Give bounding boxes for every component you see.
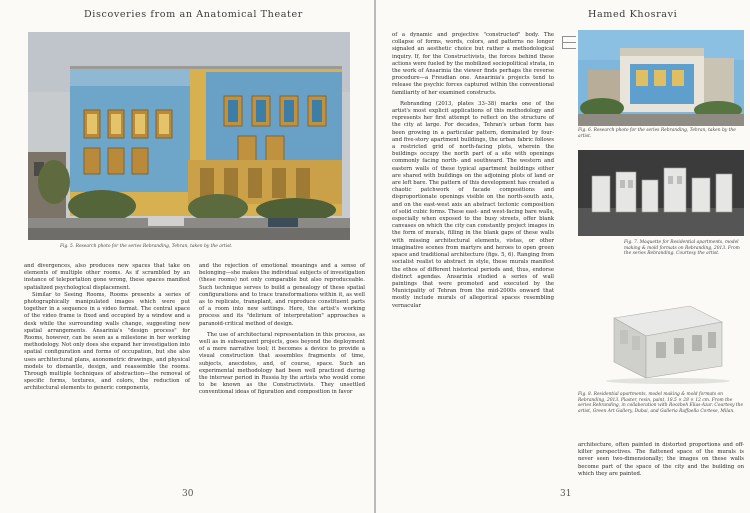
paragraph: and the rejection of emotional meanings and a sense of belonging—she makes the individual subjects of investigation (these rooms) not only comparable but also reproduceable. Such technique serves to build a genealogy of these spatial configurations and to trace transformations within it, as well as to replicate, transplant, and reproduce constituent parts of a room into new settings. Here, the artist's working process and its "delirium of interpretation" approaches a paranoid-critical method of design. (199, 263, 365, 327)
figure-7-maquette-photo (578, 150, 744, 236)
maquette-photo-illustration (578, 150, 744, 236)
figure-8-caption: Fig. 8. Residential apartments, model making & mold formats on Rebranding, 2013. Plaster, resin, paint, 18.5 × 28 × 12 cm. From the series Rebranding, in collaboration with Roozbeh Elias-Azar. Courtesy the artist, Green Art Gallery, Dubai, and Galleria Raffaella Cortese, Milan. (578, 392, 744, 414)
right-page (376, 0, 750, 513)
figure-5-caption: Fig. 5. Research photo for the series Rebranding, Tehran, taken by the artist. (60, 244, 233, 249)
building-photo-illustration (578, 30, 744, 126)
page-edge-marks (562, 30, 576, 500)
left-column-2 (199, 263, 365, 397)
paragraph: Similar to Seeing Rooms, Rooms presents a series of photographically manipulated images which were put together in a sequence in a video format. The central space of the video frame is fixed and occupied by a window and a desk while the surrounding walls change, suggesting new spatial arrangements. Ansarinia's "design process" for Rooms, however, can be seen as a milestone in her working methodology. Not only does she expand her investigation into spatial configuration and forms of occupation, but she also uses architectural plans, axonometric drawings, and physical models to dismantle, design, and reassemble the rooms. Through multiple techniques of abstraction—the removal of specific forms, textures, and colors, the reduction of architectural elements to generic components, (24, 291, 190, 392)
right-side-column (578, 442, 744, 478)
mural-photo-illustration (28, 32, 350, 240)
model-photo-illustration (594, 288, 740, 386)
paragraph: of a dynamic and projective "constructed" body. The collapse of forms, words, colors, and patterns no longer signaled an aesthetic choice but rather a methodological inquiry. If, for the Constructivists, the forces behind these actions were fueled by the mobilized sociopolitical strata, in the work of Ansarinia the viewer finds perhaps the reverse procedure—a Freudian one. Ansarinia's projects tend to release the psychic forces captured within the conventional familiarity of her examined constructs. (392, 32, 554, 96)
paragraph: The use of architectural representation in this process, as well as in subsequent projects, goes beyond the deployment of a mere narrative tool; it becomes a device to provide a visual construction that assembles fragments of time, subjects, anecdotes, and, of course, space. Such an experimental methodology had been well practiced during the interwar period in Russia by the artists who would come to be known as the Constructivists. They unsettled conventional ideas of figuration and composition in favor (199, 331, 365, 396)
left-column-1 (24, 263, 190, 393)
paragraph: and divergences, also produces new spaces that take on elements of multiple other rooms. As if scrambled by an instance of teleportation gone wrong, these spaces manifest spatialized psychological displacement. (24, 263, 190, 291)
figure-6-caption: Fig. 6. Research photo for the series Rebranding, Tehran, taken by the artist. (578, 128, 736, 139)
right-main-column (392, 32, 554, 310)
folio-left: 30 (182, 489, 194, 499)
paragraph: architecture, often painted in distorted proportions and off-kilter perspectives. The flattened space of the murals is never seen two-dimensionally; the images on these walls become part of the space of the city and the building on which they are painted. (578, 442, 744, 477)
figure-5-mural-photo (28, 32, 350, 240)
running-head-left: Discoveries from an Anatomical Theater (84, 9, 303, 20)
running-head-right: Hamed Khosravi (588, 9, 678, 20)
paragraph: Rebranding (2013, plates 33–38) marks one of the artist's most explicit applications of this methodology and represents her first attempt to reflect on the structure of the city at large. For decades, Tehran's urban form has been growing in a particular pattern, dominated by four- and five-story apartment buildings, the urban fabric follows a restricted grid of north-facing plots, wherein the buildings occupy the north part of a site with openings commonly facing north- and southward. The western and eastern walls of these typical apartment buildings either are shared with buildings on the adjoining plots of land or are left bare. The pattern of this development has created a chaotic patchwork of facade compositions and disproportionate openings visible on the north-south axis, and on the east-west axis an abstract tectonic composition of solid cubic forms. These east- and west-facing bare walls, especially when exposed to the busy streets, offer blank canvases on which the city can constantly project images in the form of murals, filling in the blank gaps of these walls with missing architectural elements, vistas, or other imaginative scenes from martyrs and heroes to open green space and traditional architecture (figs. 5, 6). Ranging from socialist realist to abstract in style, these murals manifest the ethos of different historical periods and, thus, endorse distinct agendas. Ansarinia studied a series of wall paintings that were promoted and executed by the Municipality of Tehran from the mid-2000s onward that mostly include murals of allegorical spaces resembling vernacular (392, 100, 554, 309)
figure-7-caption: Fig. 7. Maquette for Residential apartments, model making & mold formats on Rebranding, 2013. From the series Rebranding. Courtesy the artist. (624, 240, 740, 257)
figure-8-model-photo (594, 288, 740, 386)
folio-right: 31 (560, 489, 572, 499)
figure-6-building-photo (578, 30, 744, 126)
left-page (0, 0, 374, 513)
